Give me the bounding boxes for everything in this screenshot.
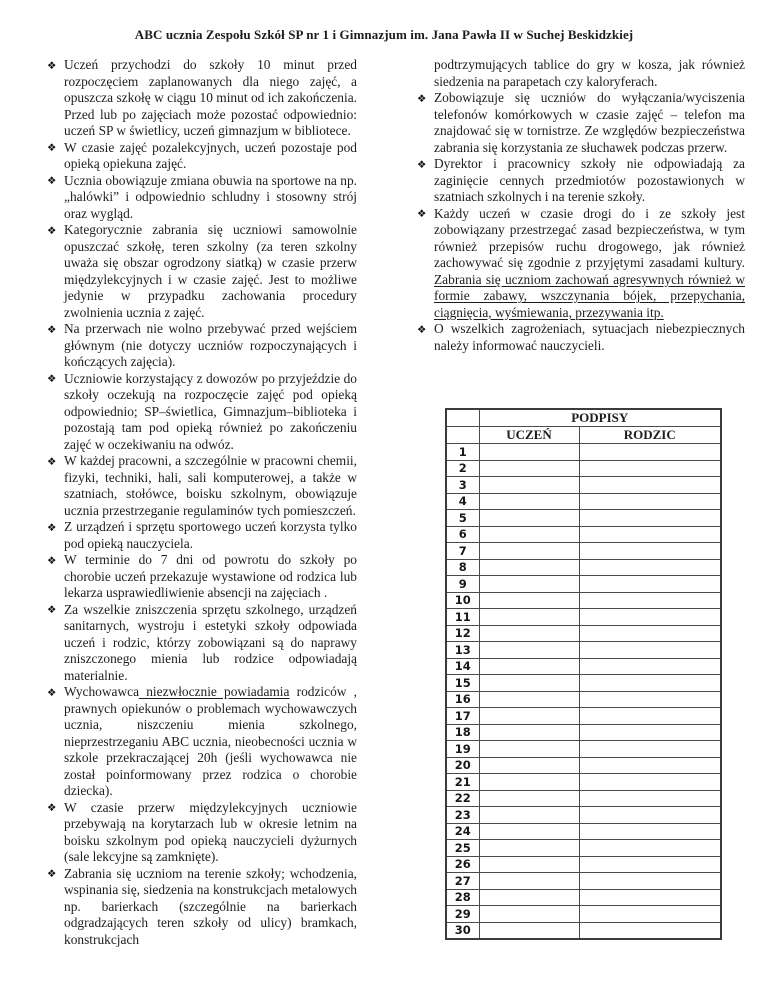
diamond-bullet-icon: ❖ xyxy=(47,604,57,616)
underlined-text: Zabrania się uczniom zachowań agresywnych również w formie zabawy, wszczynania bójek, przepychania, ciągnięcia, wyśmiewania, przezywania itp. xyxy=(434,271,745,320)
parent-signature-cell xyxy=(579,922,721,939)
parent-signature-cell xyxy=(579,790,721,807)
right-bullet-list xyxy=(417,90,745,354)
text-segment: Uczniowie korzystający z dowozów po przyjeździe do szkoły oczekują na rozpoczęcie zajęć pod opieką odpowiednio; SP–świetlica, Gimnazjum–biblioteka i pozostają tam pod opieką również po zakończeniu zajęć w oczekiwaniu na odwóz. xyxy=(64,370,357,452)
parent-signature-cell xyxy=(579,774,721,791)
parent-signature-cell xyxy=(579,724,721,741)
text-segment: O wszelkich zagrożeniach, sytuacjach niebezpiecznych należy informować nauczycieli. xyxy=(434,321,745,353)
table-row xyxy=(446,658,721,675)
text-segment: Zobowiązuje się uczniów do wyłączania/wyciszenia telefonów komórkowych w czasie zajęć – telefon ma znajdować się w tornistrze. Ze względów bezpieczeństwa zabrania się korzystania ze słuchawek podczas przerw. xyxy=(434,90,745,155)
parent-signature-cell xyxy=(579,609,721,626)
text-segment: Na przerwach nie wolno przebywać przed wejściem głównym (nie dotyczy uczniów rozpoczynających i kończących zajęcia). xyxy=(64,321,357,369)
student-signature-cell xyxy=(479,691,579,708)
student-signature-cell xyxy=(479,642,579,659)
diamond-bullet-icon: ❖ xyxy=(47,686,57,699)
text-segment: Wychowawca xyxy=(64,684,140,699)
student-signature-cell xyxy=(479,510,579,527)
parent-signature-cell xyxy=(579,691,721,708)
table-row xyxy=(446,823,721,840)
table-row xyxy=(446,510,721,527)
row-number: 23 xyxy=(446,807,479,824)
row-number: 8 xyxy=(446,559,479,576)
student-signature-cell xyxy=(479,906,579,923)
student-signature-cell xyxy=(479,823,579,840)
diamond-bullet-icon: ❖ xyxy=(417,208,427,220)
row-number: 17 xyxy=(446,708,479,725)
diamond-bullet-icon: ❖ xyxy=(47,142,57,154)
list-item xyxy=(47,173,357,223)
list-item xyxy=(47,57,357,140)
list-item xyxy=(47,866,357,949)
student-signature-cell xyxy=(479,444,579,461)
corner-cell xyxy=(446,409,479,427)
row-number: 25 xyxy=(446,840,479,857)
table-row xyxy=(446,790,721,807)
table-row xyxy=(446,592,721,609)
parent-signature-cell xyxy=(579,526,721,543)
table-row xyxy=(446,477,721,494)
underlined-text: niezwłocznie powiadamia xyxy=(139,684,290,699)
row-number: 26 xyxy=(446,856,479,873)
table-row xyxy=(446,708,721,725)
row-number: 30 xyxy=(446,922,479,939)
table-row xyxy=(446,691,721,708)
left-bullet-list xyxy=(47,57,357,948)
student-signature-cell xyxy=(479,807,579,824)
row-number: 24 xyxy=(446,823,479,840)
text-segment: W terminie do 7 dni od powrotu do szkoły po chorobie uczeń przekazuje wystawione od rodzica lub lekarza usprawiedliwienie absencji na zajęciach . xyxy=(64,552,357,600)
corner-cell xyxy=(446,427,479,444)
diamond-bullet-icon: ❖ xyxy=(47,323,57,336)
row-number: 9 xyxy=(446,576,479,593)
table-row xyxy=(446,856,721,873)
parent-signature-cell xyxy=(579,576,721,593)
row-number: 10 xyxy=(446,592,479,609)
student-signature-cell xyxy=(479,757,579,774)
row-number: 15 xyxy=(446,675,479,692)
row-number: 5 xyxy=(446,510,479,527)
diamond-bullet-icon: ❖ xyxy=(47,224,57,237)
text-segment: Zabrania się uczniom na terenie szkoły; wchodzenia, wspinania się, siedzenia na konstrukcjach metalowych np. barierkach (szczególnie na barierkach odgradzających teren szkoły od ulicy) bramkach, konstrukcjach xyxy=(64,865,357,947)
table-row xyxy=(446,444,721,461)
diamond-bullet-icon: ❖ xyxy=(47,455,57,468)
parent-signature-cell xyxy=(579,477,721,494)
text-segment: Każdy uczeń w czasie drogi do i ze szkoły jest zobowiązany przestrzegać zasad bezpieczeństwa, w tym również przepisów ruchu drogowego, jak również zachowywać się zgodnie z przyjętymi zasadami kultury. xyxy=(434,205,745,270)
parent-signature-cell xyxy=(579,675,721,692)
student-signature-cell xyxy=(479,592,579,609)
row-number: 19 xyxy=(446,741,479,758)
student-signature-cell xyxy=(479,774,579,791)
row-number: 28 xyxy=(446,889,479,906)
table-row xyxy=(446,873,721,890)
student-signature-cell xyxy=(479,543,579,560)
text-segment: W każdej pracowni, a szczególnie w pracowni chemii, fizyki, techniki, hali, sali komputerowej, a także w szatniach, stołówce, boisku szkolnym, obowiązuje ucznia przestrzeganie regulaminów tych pomieszczeń. xyxy=(64,453,357,518)
diamond-bullet-icon: ❖ xyxy=(47,521,57,534)
table-row xyxy=(446,724,721,741)
parent-signature-cell xyxy=(579,889,721,906)
table-row xyxy=(446,609,721,626)
diamond-bullet-icon: ❖ xyxy=(417,323,427,336)
student-signature-cell xyxy=(479,609,579,626)
parent-signature-cell xyxy=(579,559,721,576)
parent-signature-cell xyxy=(579,807,721,824)
list-item xyxy=(417,206,745,322)
text-segment: Ucznia obowiązuje zmiana obuwia na sportowe na np. „halówki” i odpowiednio schludny i stosowny strój oraz wygląd. xyxy=(64,172,357,221)
parent-signature-cell xyxy=(579,708,721,725)
student-signature-cell xyxy=(479,576,579,593)
student-signature-cell xyxy=(479,889,579,906)
list-item xyxy=(47,602,357,685)
student-signature-cell xyxy=(479,856,579,873)
parent-signature-cell xyxy=(579,741,721,758)
row-number: 1 xyxy=(446,444,479,461)
student-signature-cell xyxy=(479,873,579,890)
text-segment: Z urządzeń i sprzętu sportowego uczeń korzysta tylko pod opieką nauczyciela. xyxy=(64,519,357,551)
list-item xyxy=(47,800,357,866)
column-header-parent: RODZIC xyxy=(579,427,721,444)
row-number: 22 xyxy=(446,790,479,807)
table-row xyxy=(446,460,721,477)
parent-signature-cell xyxy=(579,642,721,659)
table-row xyxy=(446,543,721,560)
table-row xyxy=(446,642,721,659)
right-column xyxy=(417,57,745,354)
student-signature-cell xyxy=(479,790,579,807)
list-item xyxy=(47,519,357,552)
continuation-paragraph: podtrzymujących tablice do gry w kosza, jak również siedzenia na parapetach czy kaloryferach. xyxy=(434,57,745,89)
student-signature-cell xyxy=(479,526,579,543)
student-signature-cell xyxy=(479,658,579,675)
student-signature-cell xyxy=(479,840,579,857)
parent-signature-cell xyxy=(579,823,721,840)
signatures-table-title: PODPISY xyxy=(479,409,721,427)
row-number: 27 xyxy=(446,873,479,890)
parent-signature-cell xyxy=(579,856,721,873)
table-row xyxy=(446,757,721,774)
list-item xyxy=(47,453,357,519)
student-signature-cell xyxy=(479,460,579,477)
student-signature-cell xyxy=(479,477,579,494)
row-number: 20 xyxy=(446,757,479,774)
text-segment: Kategorycznie zabrania się uczniowi samowolnie opuszczać szkołę, teren szkolny (za teren szkolny uważa się obszar ogrodzony siatką) w czasie przerw międzylekcyjnych i w czasie zajęć. Jest to możliwe jedynie w przypadku zachowania procedury zwolnienia ucznia z zajęć. xyxy=(64,222,357,320)
student-signature-cell xyxy=(479,625,579,642)
text-segment: rodziców , prawnych opiekunów o problemach wychowawczych ucznia, niszczeniu mienia szkolnego, nieprzestrzeganiu ABC ucznia, nieobecności ucznia w szkole przekraczającej 20h (jeśli wychowawca nie został poinformowany przez rodzica o chorobie dziecka). xyxy=(64,684,357,798)
row-number: 2 xyxy=(446,460,479,477)
signatures-table xyxy=(445,408,722,940)
list-item xyxy=(417,321,745,354)
student-signature-cell xyxy=(479,675,579,692)
table-row xyxy=(446,526,721,543)
diamond-bullet-icon: ❖ xyxy=(47,554,57,567)
row-number: 21 xyxy=(446,774,479,791)
parent-signature-cell xyxy=(579,460,721,477)
page-title: ABC ucznia Zespołu Szkół SP nr 1 i Gimnazjum im. Jana Pawła II w Suchej Beskidzkiej xyxy=(134,27,634,42)
list-item xyxy=(47,552,357,602)
parent-signature-cell xyxy=(579,493,721,510)
table-row xyxy=(446,889,721,906)
row-number: 29 xyxy=(446,906,479,923)
parent-signature-cell xyxy=(579,592,721,609)
left-column xyxy=(47,57,357,948)
student-signature-cell xyxy=(479,741,579,758)
list-item xyxy=(47,222,357,321)
diamond-bullet-icon: ❖ xyxy=(47,868,57,880)
row-number: 12 xyxy=(446,625,479,642)
table-row xyxy=(446,576,721,593)
table-row xyxy=(446,774,721,791)
row-number: 18 xyxy=(446,724,479,741)
student-signature-cell xyxy=(479,922,579,939)
parent-signature-cell xyxy=(579,873,721,890)
parent-signature-cell xyxy=(579,840,721,857)
row-number: 7 xyxy=(446,543,479,560)
table-row xyxy=(446,906,721,923)
row-number: 11 xyxy=(446,609,479,626)
table-title-row xyxy=(446,409,721,427)
table-row xyxy=(446,741,721,758)
list-item xyxy=(47,321,357,371)
table-row xyxy=(446,559,721,576)
row-number: 6 xyxy=(446,526,479,543)
parent-signature-cell xyxy=(579,906,721,923)
parent-signature-cell xyxy=(579,444,721,461)
list-item xyxy=(47,684,357,800)
table-row xyxy=(446,840,721,857)
row-number: 14 xyxy=(446,658,479,675)
diamond-bullet-icon: ❖ xyxy=(47,373,57,385)
parent-signature-cell xyxy=(579,543,721,560)
row-number: 4 xyxy=(446,493,479,510)
list-item xyxy=(417,90,745,156)
text-segment: W czasie zajęć pozalekcyjnych, uczeń pozostaje pod opieką opiekuna zajęć. xyxy=(64,139,357,171)
table-row xyxy=(446,625,721,642)
diamond-bullet-icon: ❖ xyxy=(47,59,57,72)
diamond-bullet-icon: ❖ xyxy=(417,92,427,105)
row-number: 13 xyxy=(446,642,479,659)
parent-signature-cell xyxy=(579,658,721,675)
table-row xyxy=(446,675,721,692)
student-signature-cell xyxy=(479,493,579,510)
student-signature-cell xyxy=(479,724,579,741)
diamond-bullet-icon: ❖ xyxy=(47,802,57,814)
parent-signature-cell xyxy=(579,757,721,774)
student-signature-cell xyxy=(479,708,579,725)
diamond-bullet-icon: ❖ xyxy=(417,158,427,171)
text-segment: Dyrektor i pracownicy szkoły nie odpowiadają za zaginięcie cennych przedmiotów pozostawionych w szatniach szkolnych i na terenie szkoły. xyxy=(434,156,745,204)
list-item xyxy=(47,371,357,454)
table-row xyxy=(446,493,721,510)
list-item xyxy=(417,156,745,206)
text-segment: W czasie przerw międzylekcyjnych uczniowie przebywają na korytarzach lub w okresie letnim na boisku szkolnym pod opieką nauczycieli dyżurnych (sale lekcyjne są zamknięte). xyxy=(64,799,357,864)
parent-signature-cell xyxy=(579,625,721,642)
text-segment: Za wszelkie zniszczenia sprzętu szkolnego, urządzeń sanitarnych, wystroju i estetyki szkoły odpowiada uczeń i rodzic, którzy zobowiązani są do naprawy zniszczonego mienia lub rodzice odpowiadają materialnie. xyxy=(64,601,357,683)
list-item xyxy=(47,140,357,173)
parent-signature-cell xyxy=(579,510,721,527)
diamond-bullet-icon: ❖ xyxy=(47,175,57,187)
text-segment: Uczeń przychodzi do szkoły 10 minut przed rozpoczęciem zaplanowanych dla niego zajęć, a opuszcza szkołę w ciągu 10 minut od ich zakończenia. Przed lub po zajęciach może pozostać odpowiednio: uczeń SP w świetlicy, uczeń gimnazjum w bibliotece. xyxy=(64,57,357,138)
row-number: 3 xyxy=(446,477,479,494)
table-header-row xyxy=(446,427,721,444)
student-signature-cell xyxy=(479,559,579,576)
table-row xyxy=(446,922,721,939)
column-header-student: UCZEŃ xyxy=(479,427,579,444)
table-row xyxy=(446,807,721,824)
row-number: 16 xyxy=(446,691,479,708)
